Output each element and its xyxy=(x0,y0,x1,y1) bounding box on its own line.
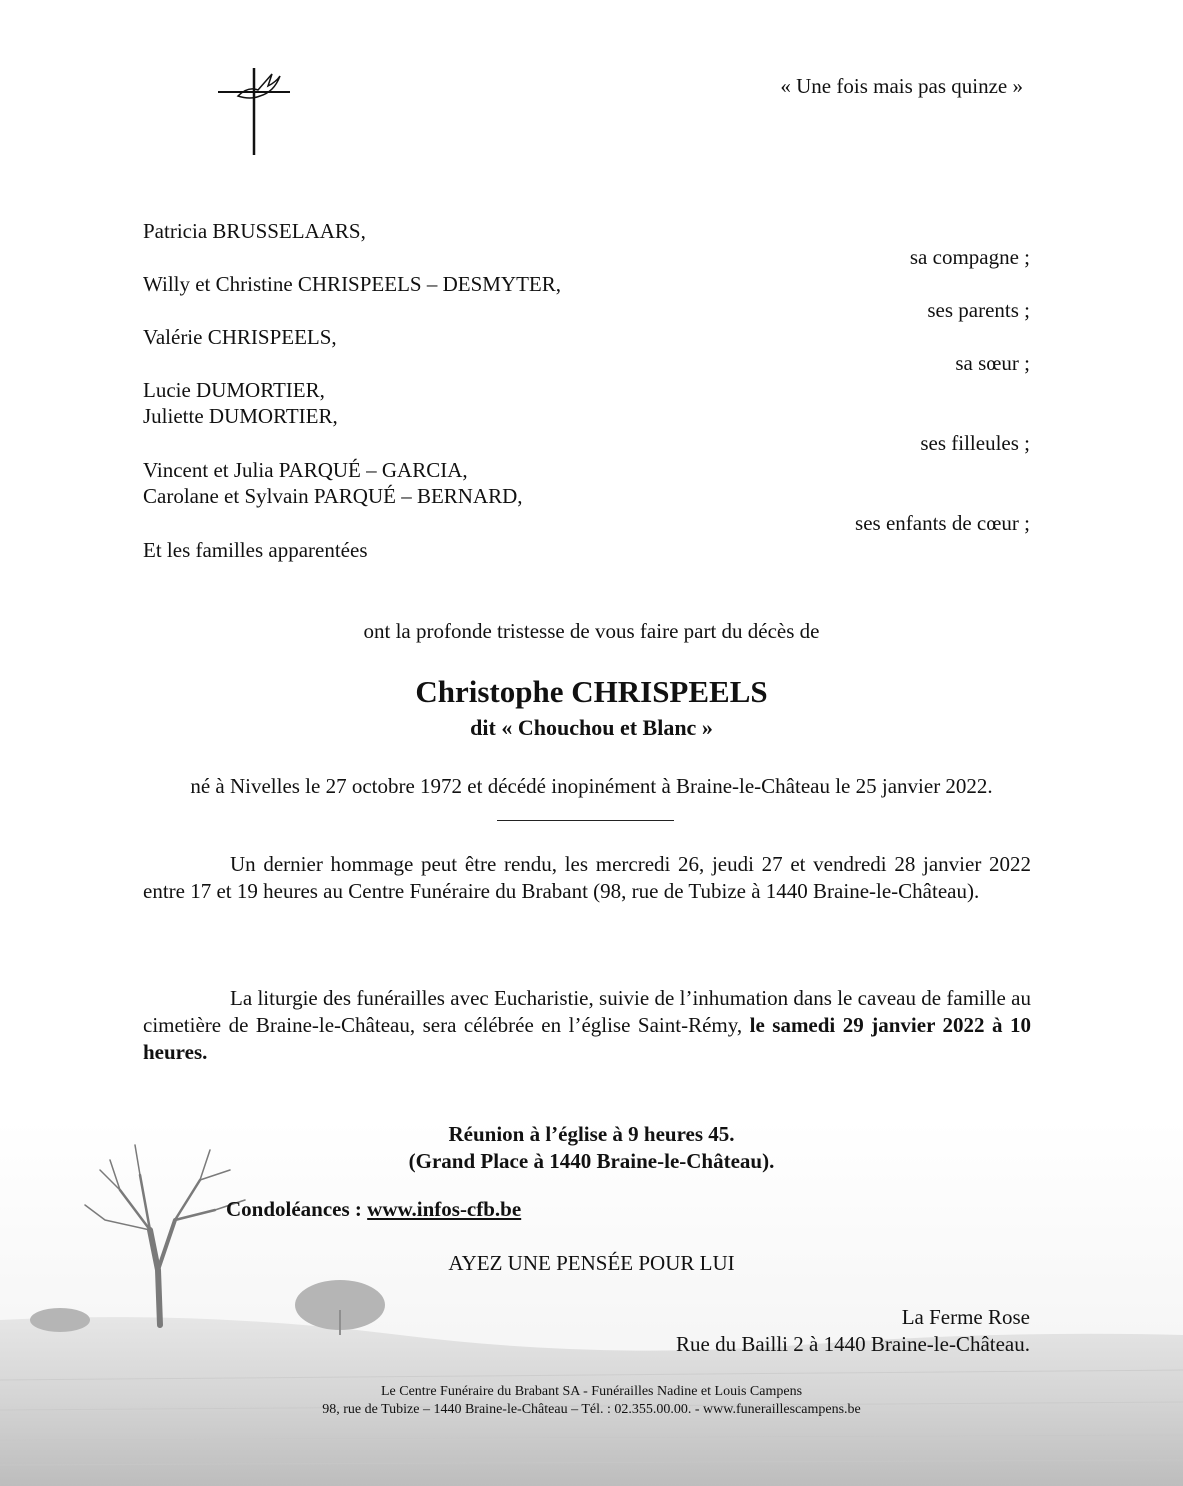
family-member-name: Vincent et Julia PARQUÉ – GARCIA, xyxy=(143,458,468,482)
condolences-link[interactable]: www.infos-cfb.be xyxy=(367,1197,522,1221)
liturgy-paragraph xyxy=(143,985,1031,1066)
family-relation: ses filleules ; xyxy=(920,431,1030,455)
divider xyxy=(497,820,674,821)
tribute-paragraph: Un dernier hommage peut être rendu, les mercredi 26, jeudi 27 et vendredi 28 janvier 2022 entre 17 et 19 heures au Centre Funéraire du Brabant (98, rue de Tubize à 1440 Braine-le-Château). xyxy=(143,852,1031,903)
birth-death-dates: né à Nivelles le 27 octobre 1972 et décédé inopinément à Braine-le-Château le 25 janvier 2022. xyxy=(190,774,993,798)
family-relation: ses enfants de cœur ; xyxy=(855,511,1030,535)
footer-company: Le Centre Funéraire du Brabant SA - Funérailles Nadine et Louis Campens xyxy=(380,1384,803,1399)
family-relation: ses parents ; xyxy=(927,298,1030,322)
condolences-label: Condoléances : xyxy=(226,1197,362,1221)
deceased-nickname: dit « Chouchou et Blanc » xyxy=(470,715,713,740)
address-name: La Ferme Rose xyxy=(901,1305,1030,1329)
announcement: ont la profonde tristesse de vous faire part du décès de xyxy=(363,619,820,643)
address-street: Rue du Bailli 2 à 1440 Braine-le-Château. xyxy=(676,1332,1030,1356)
thought-line: AYEZ UNE PENSÉE POUR LUI xyxy=(448,1251,735,1275)
family-relation: sa sœur ; xyxy=(955,351,1030,375)
meeting-line: Réunion à l’église à 9 heures 45. xyxy=(448,1122,735,1146)
deceased-name: Christophe CHRISPEELS xyxy=(415,674,768,709)
family-member-name: Juliette DUMORTIER, xyxy=(143,404,338,428)
liturgy-date: le samedi 29 janvier 2022 à 10 heures. xyxy=(143,1013,1031,1064)
family-member-name: Willy et Christine CHRISPEELS – DESMYTER, xyxy=(143,272,562,296)
footer-contact: 98, rue de Tubize – 1440 Braine-le-Château – Tél. : 02.355.00.00. - www.funeraillescampens.be xyxy=(322,1402,861,1417)
family-relation: sa compagne ; xyxy=(909,245,1030,269)
family-member-name: Lucie DUMORTIER, xyxy=(143,378,325,402)
cross-dove-icon xyxy=(210,60,300,160)
motto: « Une fois mais pas quinze » xyxy=(780,74,1023,98)
family-member-name: Et les familles apparentées xyxy=(143,538,368,562)
meeting-location: (Grand Place à 1440 Braine-le-Château). xyxy=(408,1149,775,1173)
condolences xyxy=(226,1197,521,1222)
family-member-name: Carolane et Sylvain PARQUÉ – BERNARD, xyxy=(143,484,523,508)
liturgy-text: La liturgie des funérailles avec Eucharistie, suivie de l’inhumation dans le caveau de famille au cimetière de Braine-le-Château, sera célébrée en l’église Saint-Rémy, xyxy=(143,986,1031,1037)
family-member-name: Valérie CHRISPEELS, xyxy=(143,325,337,349)
landscape-illustration xyxy=(0,1120,1183,1486)
family-member-name: Patricia BRUSSELAARS, xyxy=(143,219,366,243)
